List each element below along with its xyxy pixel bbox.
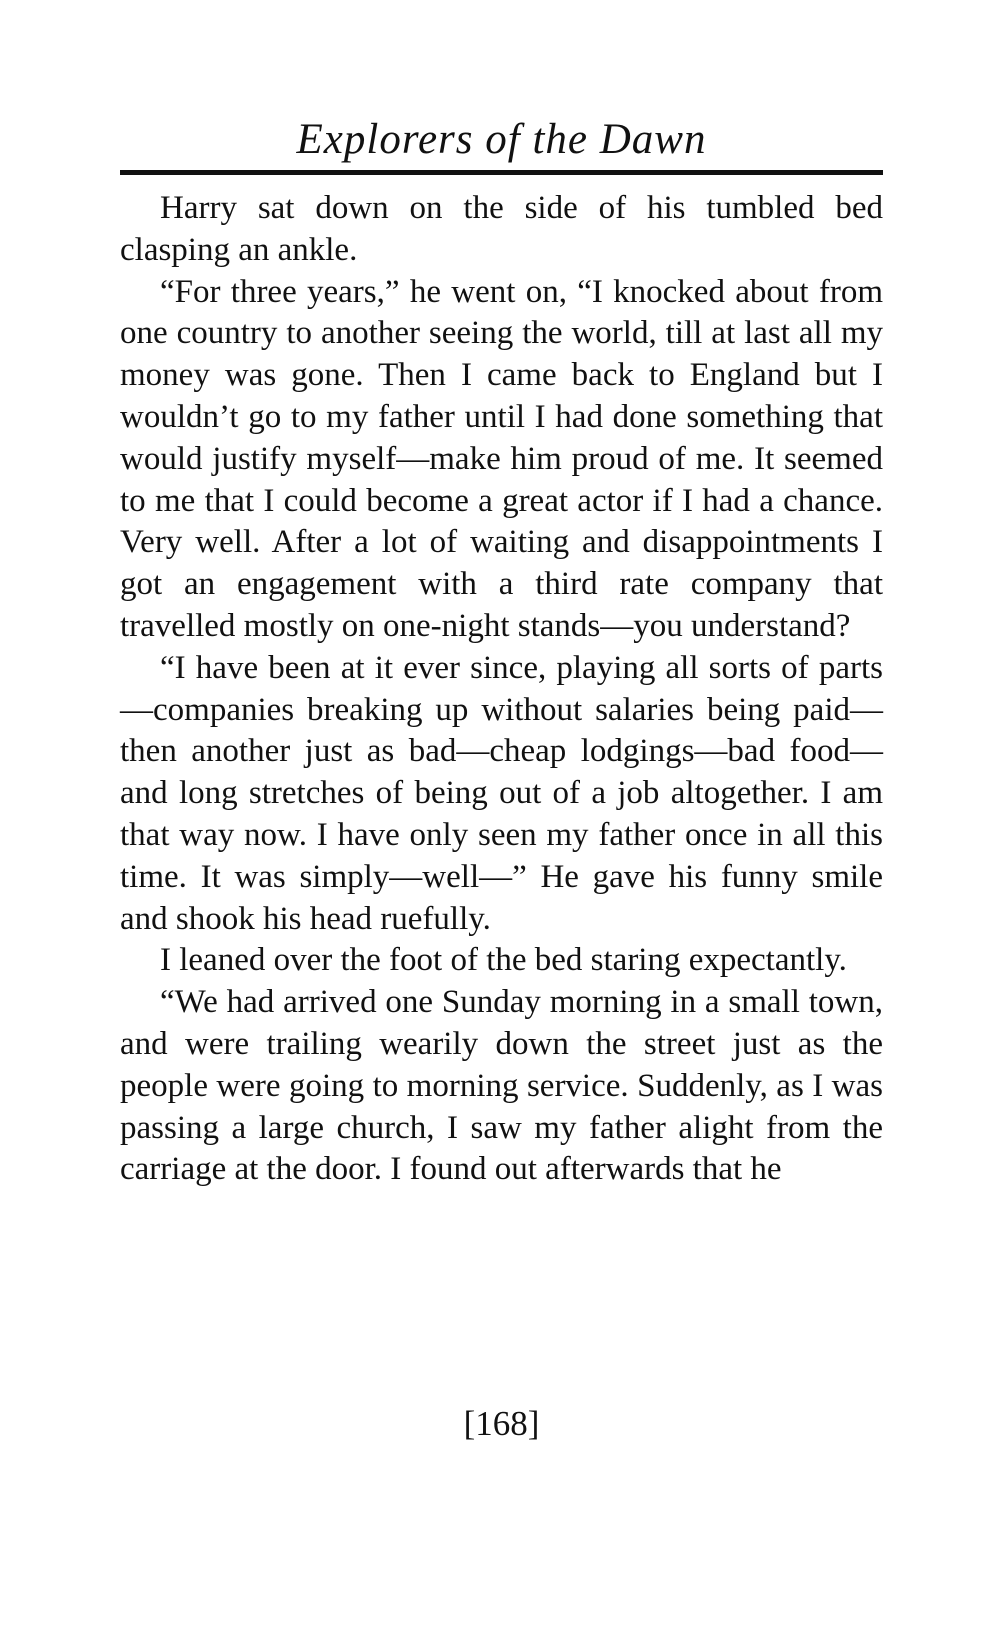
paragraph-3: “I have been at it ever since, playing all sorts of parts—companies breaking up without salaries being paid—then another just as bad—cheap lodgings—bad food—and long stretches of being out of a job altogether. I am that way now. I have only seen my father once in all this time. It was simply—well—” He gave his funny smile and shook his head ruefully. (120, 649, 883, 937)
paragraph-4: I leaned over the foot of the bed staring expectantly. (160, 942, 847, 979)
paragraph-1: Harry sat down on the side of his tumbled bed clasping an ankle. (120, 190, 883, 268)
page-number: [168] (463, 1404, 540, 1443)
paragraph-5: “We had arrived one Sunday morning in a small town, and were trailing wearily down the street just as the people were going to morning service. Suddenly, as I was passing a large church, I saw my father alight from the carriage at the door. I found out afterwards that he (120, 984, 883, 1188)
body-text (120, 188, 883, 1191)
header-rule (120, 170, 883, 175)
running-head-title: Explorers of the Dawn (296, 116, 707, 163)
paragraph-2: “For three years,” he went on, “I knocked about from one country to another seeing the world, till at last all my money was gone. Then I came back to England but I wouldn’t go to my father until I had done something that would justify myself—make him proud of me. It seemed to me that I could become a great actor if I had a chance. Very well. After a lot of waiting and disappointments I got an engagement with a third rate company that travelled mostly on one-night stands—you understand? (120, 273, 883, 644)
